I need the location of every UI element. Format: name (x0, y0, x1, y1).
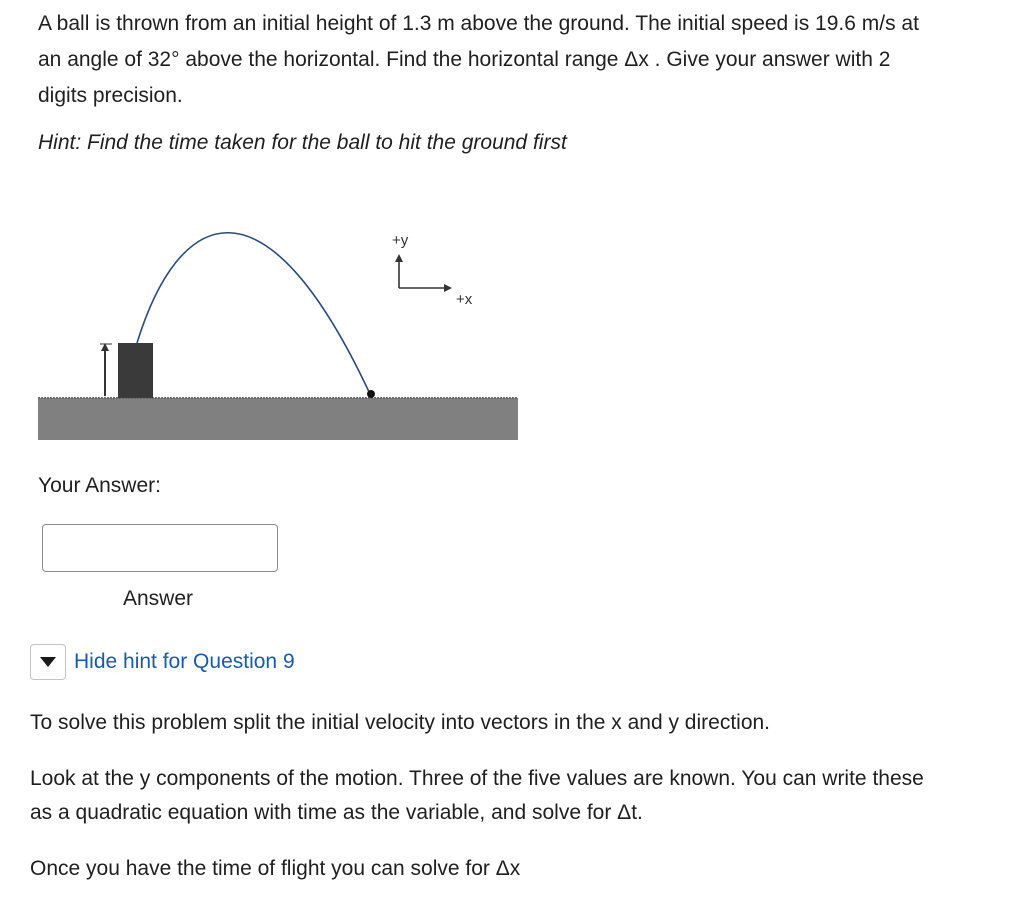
hide-hint-toggle[interactable] (30, 643, 295, 681)
hint-paragraph-3: Once you have the time of flight you can solve for Δx (30, 857, 521, 880)
projectile-diagram (38, 180, 518, 442)
y-axis-arrow-icon (395, 254, 403, 262)
hint-paragraph-2: Look at the y components of the motion. Three of the five values are known. You can write these as a quadratic equation with time as the variable, and solve for Δt. (30, 767, 924, 824)
toggle-button[interactable] (30, 644, 66, 680)
hint-inline-text: Hint: Find the time taken for the ball to hit the ground first (38, 131, 567, 154)
ground (38, 398, 518, 440)
ball-landing-point (367, 390, 375, 398)
answer-caption: Answer (123, 587, 194, 610)
your-answer-label: Your Answer: (38, 474, 161, 497)
question-text: A ball is thrown from an initial height of 1.3 m above the ground. The initial speed is 19.6 m/s at an angle of 32° above the horizontal. Find the horizontal range Δx . Give your answer with 2 digits precision. (38, 12, 919, 107)
y-axis-label: +y (392, 232, 409, 249)
hint-paragraph-1: To solve this problem split the initial velocity into vectors in the x and y direction. (30, 711, 771, 734)
answer-input[interactable] (42, 524, 278, 572)
trajectory-path (137, 233, 370, 394)
x-axis-label: +x (456, 291, 473, 308)
hide-hint-link[interactable]: Hide hint for Question 9 (74, 650, 295, 673)
projectile-diagram-svg (38, 180, 518, 442)
caret-down-icon (38, 655, 58, 669)
x-axis-arrow-icon (444, 284, 452, 292)
launch-block (118, 343, 153, 398)
